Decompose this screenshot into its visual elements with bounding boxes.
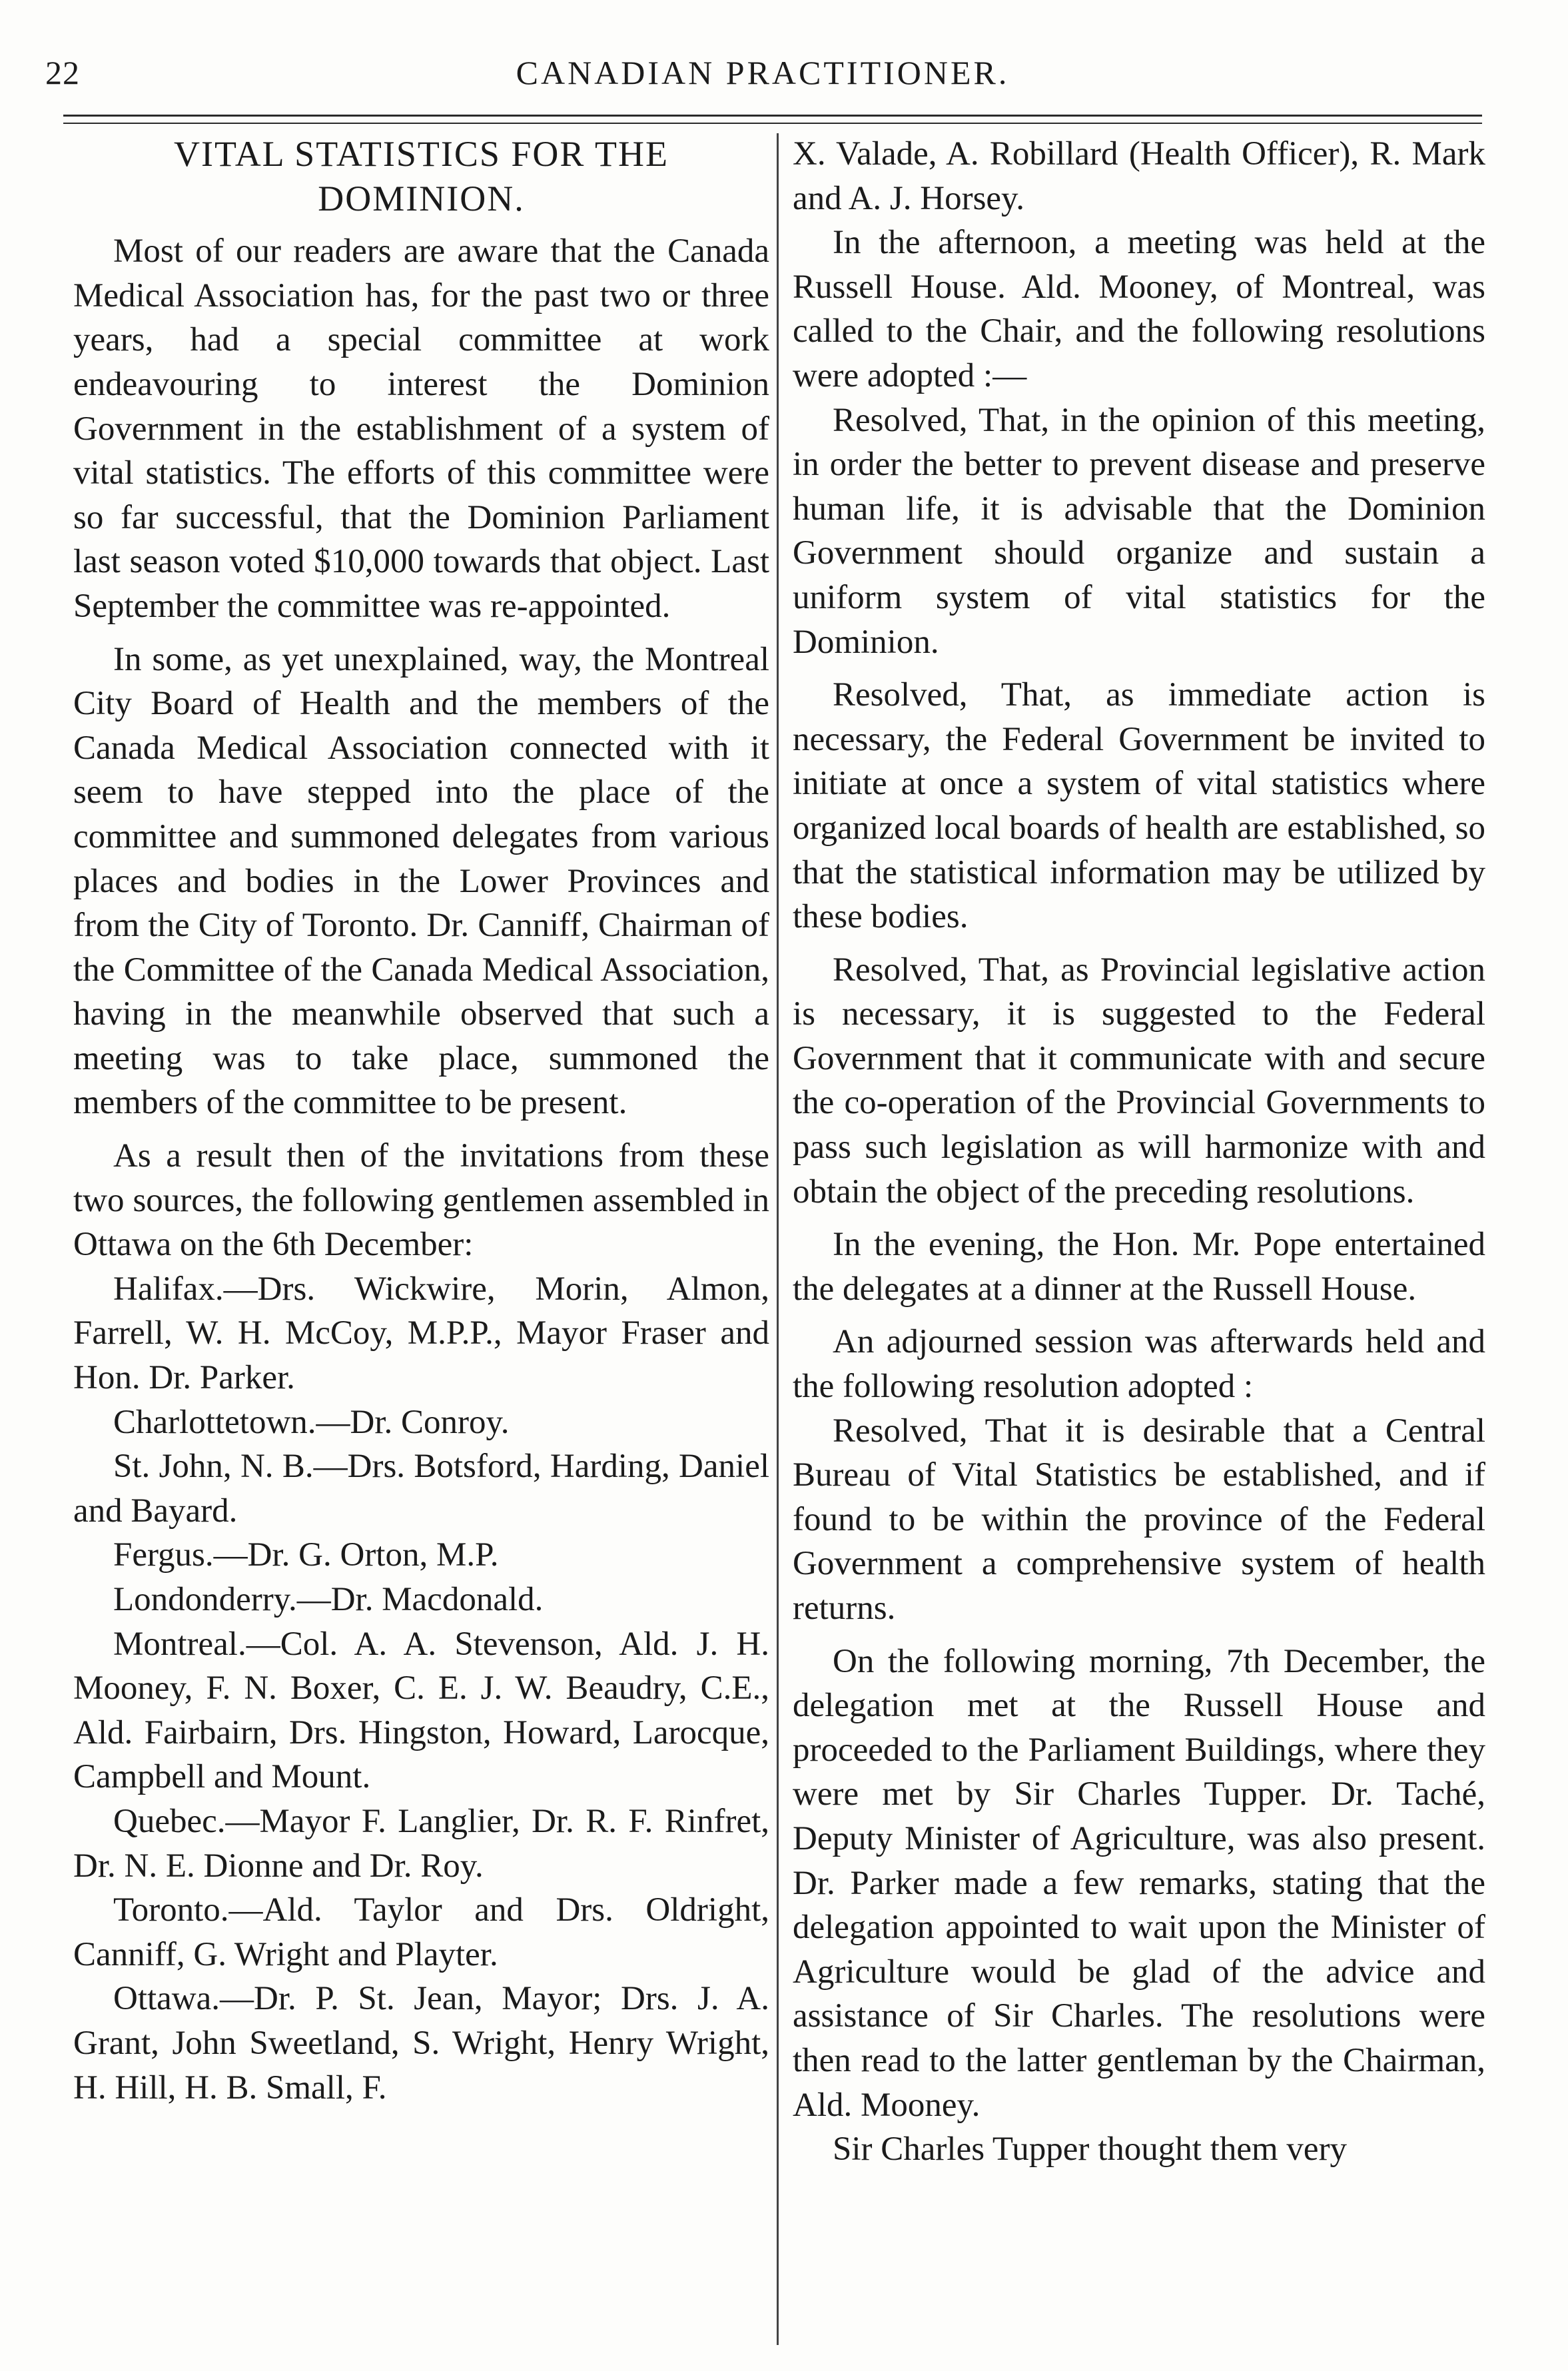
paragraph: X. Valade, A. Robillard (Health Officer), R. Mark and A. J. Horsey. — [793, 135, 1485, 217]
left-column — [73, 132, 769, 2110]
delegate-entry: Charlottetown.—Dr. Conroy. — [113, 1403, 510, 1441]
resolution: Resolved, That it is desirable that a Central Bureau of Vital Statistics be established, and if found to be within the province of the Federal Government a comprehensive system of health returns. — [793, 1412, 1485, 1627]
paragraph: In the afternoon, a meeting was held at the Russell House. Ald. Mooney, of Montreal, was called to the Chair, and the following resolutions were adopted :— — [793, 224, 1485, 394]
paragraph: An adjourned session was afterwards held and the following resolution adopted : — [793, 1323, 1485, 1406]
delegate-entry: St. John, N. B.—Drs. Botsford, Harding, Daniel and Bayard. — [73, 1448, 769, 1530]
paragraph: On the following morning, 7th December, the delegation met at the Russell House and proceeded to the Parliament Buildings, where they were met by Sir Charles Tupper. Dr. Taché, Deputy Minister of Agriculture, was also present. Dr. Parker made a few remarks, stating that the delegation appointed to wait upon the Minister of Agriculture would be glad of the advice and assistance of Sir Charles. The resolutions were then read to the latter gentleman by the Chairman, Ald. Mooney. — [793, 1642, 1485, 2124]
delegate-entry: Fergus.—Dr. G. Orton, M.P. — [113, 1536, 499, 1574]
column-divider — [777, 133, 779, 2345]
delegate-entry: Ottawa.—Dr. P. St. Jean, Mayor; Drs. J. A. Grant, John Sweetland, S. Wright, Henry Wright, H. Hill, H. B. Small, F. — [73, 1980, 769, 2107]
resolution: Resolved, That, as Provincial legislative action is necessary, it is suggested to the Federal Government that it communicate with and secure the co-operation of the Provincial Governments to pass such legislation as will harmonize with and obtain the object of the preceding resolutions. — [793, 951, 1485, 1210]
paragraph: In the evening, the Hon. Mr. Pope entertained the delegates at a dinner at the Russell House. — [793, 1226, 1485, 1308]
header-rule-thin — [63, 123, 1482, 124]
delegate-entry: Quebec.—Mayor F. Langlier, Dr. R. F. Rinfret, Dr. N. E. Dionne and Dr. Roy. — [73, 1802, 769, 1885]
page-number: 22 — [45, 54, 80, 91]
paragraph: Most of our readers are aware that the Canada Medical Association has, for the past two or three years, had a special committee at work endeavouring to interest the Dominion Government in the establishment of a system of vital statistics. The efforts of this committee were so far successful, that the Dominion Parliament last season voted $10,000 towards that object. Last September the committee was re-appointed. — [73, 233, 769, 625]
delegate-entry: Londonderry.—Dr. Macdonald. — [113, 1581, 544, 1618]
delegate-entry: Toronto.—Ald. Taylor and Drs. Oldright, Canniff, G. Wright and Playter. — [73, 1891, 769, 1973]
paragraph: In some, as yet unexplained, way, the Montreal City Board of Health and the members of the Canada Medical Association connected with it seem to have stepped into the place of the committee and summoned delegates from various places and bodies in the Lower Provinces and from the City of Toronto. Dr. Canniff, Chairman of the Committee of the Canada Medical Association, having in the meanwhile observed that such a meeting was to take place, summoned the members of the committee to be present. — [73, 640, 769, 1122]
resolution: Resolved, That, as immediate action is necessary, the Federal Government be invited to initiate at once a system of vital statistics where organized local boards of health are established, so that the statistical information may be utilized by these bodies. — [793, 676, 1485, 936]
header-rule — [63, 115, 1482, 117]
resolution: Resolved, That, in the opinion of this meeting, in order the better to prevent disease and preserve human life, it is advisable that the Dominion Government should organize and sustain a uniform system of vital statistics for the Dominion. — [793, 401, 1485, 661]
right-column — [793, 132, 1485, 2172]
paragraph: Sir Charles Tupper thought them very — [833, 2131, 1348, 2168]
article-title: VITAL STATISTICS FOR THE DOMINION. — [174, 134, 669, 219]
page-header — [40, 47, 1485, 107]
delegate-entry: Montreal.—Col. A. A. Stevenson, Ald. J. H. Mooney, F. N. Boxer, C. E. J. W. Beaudry, C.E., Ald. Fairbairn, Drs. Hingston, Howard, Larocque, Campbell and Mount. — [73, 1625, 769, 1796]
paragraph: As a result then of the invitations from these two sources, the following gentlemen assembled in Ottawa on the 6th December: — [73, 1137, 769, 1264]
delegate-entry: Halifax.—Drs. Wickwire, Morin, Almon, Farrell, W. H. McCoy, M.P.P., Mayor Fraser and Hon. Dr. Parker. — [73, 1270, 769, 1397]
running-head: CANADIAN PRACTITIONER. — [516, 54, 1010, 91]
